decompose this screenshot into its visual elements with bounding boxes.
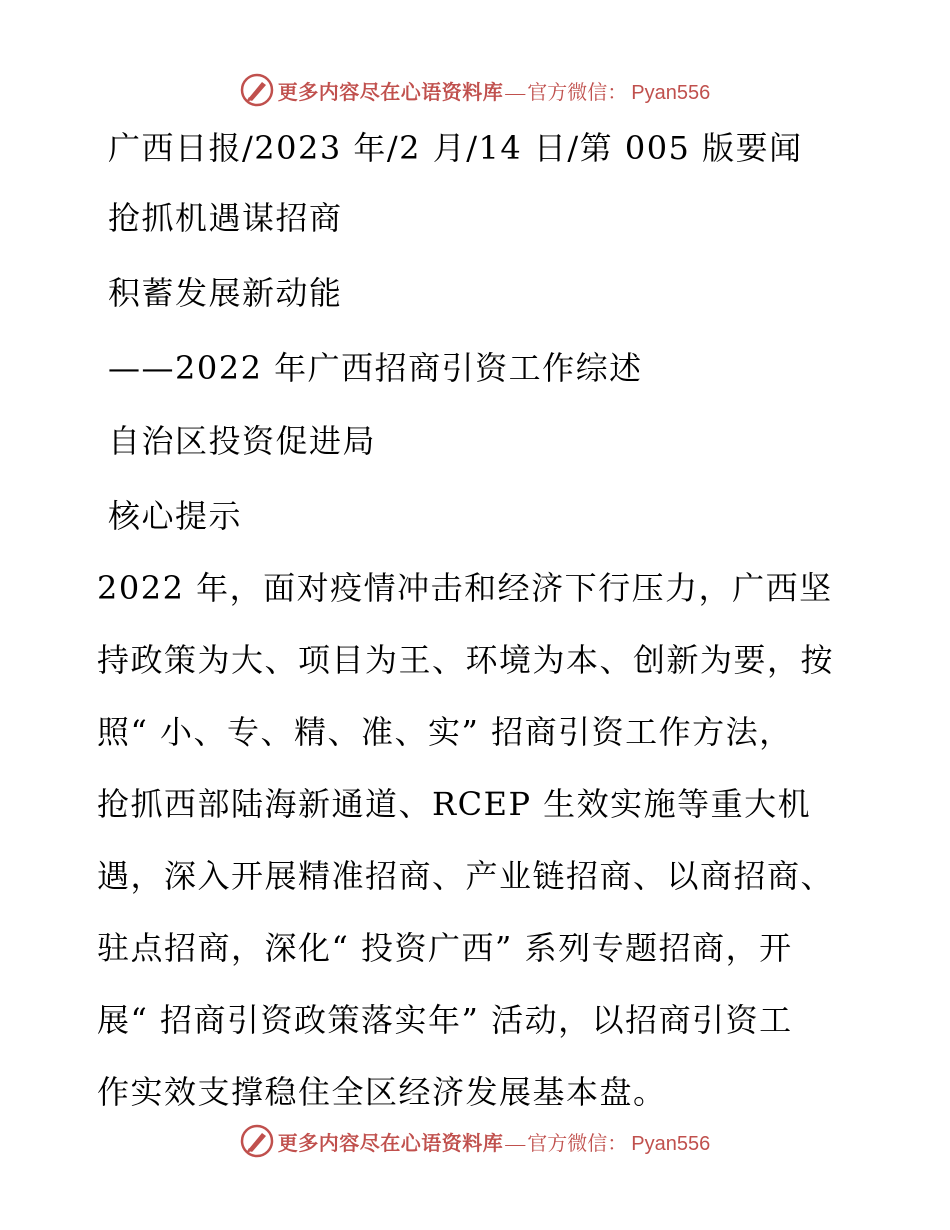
pen-logo-icon: [240, 1124, 274, 1158]
paragraph-line: 作实效支撑稳住全区经济发展基本盘。: [97, 1073, 667, 1111]
paragraph-line: 遇，深入开展精准招商、产业链招商、以商招商、: [97, 857, 835, 895]
header-watermark-banner: [0, 70, 950, 110]
section-heading: 核心提示: [108, 497, 243, 535]
banner-wechat-id: Pyan556: [631, 81, 711, 104]
banner-wechat-label: 官方微信：: [527, 1130, 628, 1155]
pen-logo-icon: [240, 73, 274, 107]
banner-site-text: 更多内容尽在心语资料库: [277, 79, 504, 104]
banner-wechat-label: 官方微信：: [527, 79, 628, 104]
banner-text: [278, 76, 710, 105]
banner-wechat-id: Pyan556: [631, 1132, 711, 1155]
paragraph-line: 2022 年，面对疫情冲击和经济下行压力，广西坚: [97, 569, 833, 607]
summary-paragraph: [97, 568, 857, 1112]
banner-site-text: 更多内容尽在心语资料库: [277, 1130, 504, 1155]
author: 自治区投资促进局: [108, 422, 377, 460]
paragraph-line: 持政策为大、项目为王、环境为本、创新为要，按: [97, 641, 835, 679]
paragraph-line: 抢抓西部陆海新通道、RCEP 生效实施等重大机: [97, 785, 812, 823]
paragraph-line: 展“ 招商引资政策落实年” 活动，以招商引资工: [97, 1001, 793, 1039]
subtitle: ——2022 年广西招商引资工作综述: [108, 349, 643, 387]
source-line: 广西日报/2023 年/2 月/14 日/第 005 版要闻: [108, 129, 803, 167]
footer-watermark-banner: [0, 1121, 950, 1161]
paragraph-line: 照“ 小、专、精、准、实” 招商引资工作方法，: [97, 713, 793, 751]
banner-dash: —: [505, 81, 526, 104]
banner-text: [278, 1127, 710, 1156]
banner-dash: —: [505, 1132, 526, 1155]
title-line-1: 抢抓机遇谋招商: [108, 199, 343, 237]
title-line-2: 积蓄发展新动能: [108, 274, 343, 312]
paragraph-line: 驻点招商，深化“ 投资广西” 系列专题招商，开: [97, 929, 793, 967]
